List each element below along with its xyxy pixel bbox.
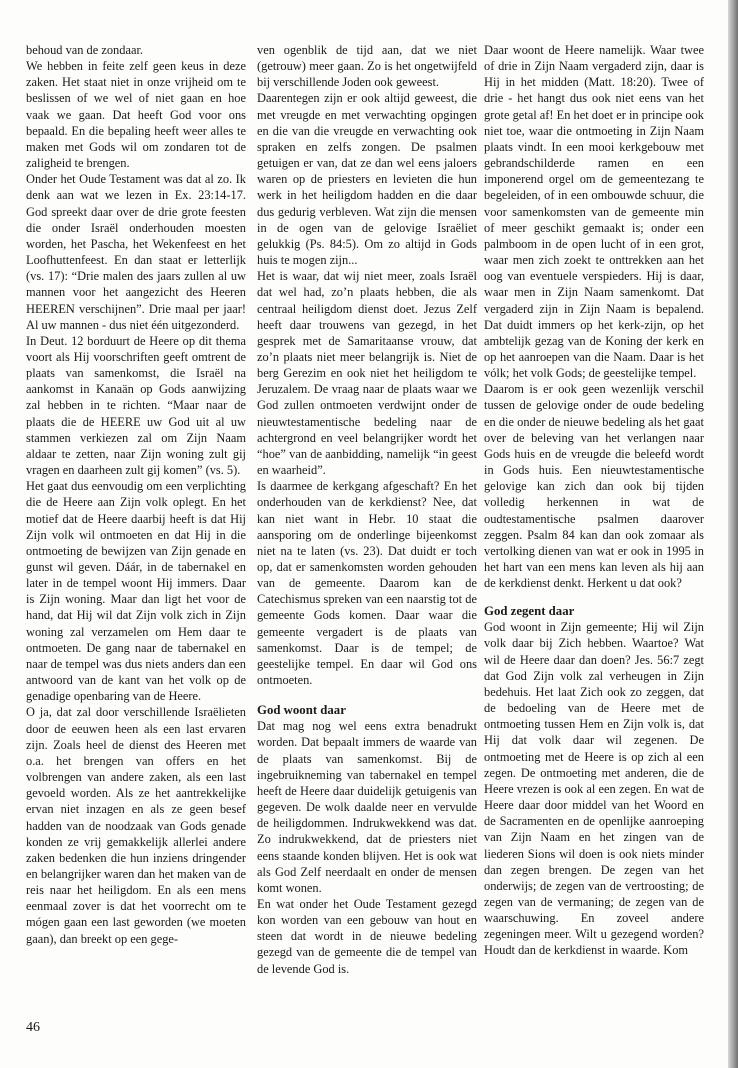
paragraph: En wat onder het Oude Testament gezegd kon worden van een gebouw van hout en steen dat wordt in de nieuwe bedeling gezegd van de gemeente die de tempel van de levende God is.: [257, 896, 477, 976]
text-column-1: [26, 42, 246, 947]
paragraph: Daarom is er ook geen wezenlijk verschil tussen de gelovige onder de oude bedeling en die onder de nieuwe bedeling als het gaat over de beleving van het verlangen naar Gods huis en de vreugde die beleefd wordt in Gods huis. Een nieuwtestamentische gelovige kan zich dan ook bij tijden volledig herkennen in wat de oudtestamentische psalmen daarover zeggen. Psalm 84 kan dan ook zomaar als vertolking dienen van wat er ook in 1995 in het hart van een mens kan leven als hij aan de kerkdienst denkt. Herkent u dat ook?: [484, 382, 704, 591]
paragraph: Is daarmee de kerkgang afgeschaft? En het onderhouden van de kerkdienst? Nee, dat kan niet want in Hebr. 10 staat die aansporing om de onderlinge bijeenkomst niet na te laten (vs. 23). Dat duidt er toch op, dat er samenkomsten worden gehouden van de gemeente. Daarom kan de Catechismus spreken van een naarstig tot de gemeente Gods komen. Daar waar die gemeente vergadert is de plaats van samenkomst. Daar is de tempel; de geestelijke tempel. En daar wil God ons ontmoeten.: [257, 479, 477, 688]
scan-edge-shadow: [728, 0, 738, 1068]
paragraph: ven ogenblik de tijd aan, dat we niet (getrouw) meer gaan. Zo is het ongetwijfeld bij verschillende Joden ook geweest.: [257, 43, 477, 90]
paragraph: Dat mag nog wel eens extra benadrukt worden. Dat bepaalt immers de waarde van de plaats van samenkomst. Bij de ingebruikneming van tabernakel en tempel heeft de Heere daar duidelijk getuigenis van gegeven. De wolk daalde neer en vervulde de heiligdommen. Indrukwekkend was dat. Zo indrukwekkend, dat de priesters niet eens staande konden blijven. Het is ook wat als God Zelf neerdaalt en onder de mensen komt wonen.: [257, 719, 477, 895]
paragraph: Onder het Oude Testament was dat al zo. Ik denk aan wat we lezen in Ex. 23:14-17. God spreekt daar over de drie grote feesten die onder Israël onderhouden moesten worden, het Pascha, het Wekenfeest en het Loofhuttenfeest. En dan staat er letterlijk (vs. 17): “Drie malen des jaars zullen al uw mannen voor het aangezicht des Heeren HEEREN verschijnen”. Drie maal per jaar! Al uw mannen - dus niet één uitgezonderd.: [26, 172, 246, 332]
paragraph: O ja, dat zal door verschillende Israëlieten door de eeuwen heen als een last ervaren zijn. Zoals heel de dienst des Heeren met o.a. het brengen van offers en het volbrengen van andere zaken, als een last gevoeld worden. Als ze het aantrekkelijke ervan niet inzagen en als ze geen besef hadden van de noodzaak van Gods genade konden ze vrij gemakkelijk allerlei andere zaken bedenken die hun inziens dringender en belangrijker waren dan het maken van de reis naar het heiligdom. En als een mens eenmaal zover is dat het voorrecht om te mógen gaan een last geworden (we moeten gaan), dan breekt op een gege-: [26, 705, 246, 946]
section-heading: God woont daar: [257, 703, 346, 718]
paragraph: Daarentegen zijn er ook altijd geweest, die met vreugde en met verwachting opgingen en die van die vreugde en verwachting ook spraken en zelfs zongen. De psalmen getuigen er van, dat ze dan wel eens jaloers waren op de priesters en levieten die hun werk in het heiligdom hadden en die daar dus gedurig verbleven. Wat zijn die mensen in de ogen van de gelovige Israëliet gelukkig (Ps. 84:5). Om zo altijd in Gods huis te mogen zijn...: [257, 91, 477, 268]
paragraph: Daar woont de Heere namelijk. Waar twee of drie in Zijn Naam vergaderd zijn, daar is Hij in het midden (Matt. 18:20). Twee of drie - het hangt dus ook niet eens van het grote getal af! En het doet er in principe ook niet toe, waar die ontmoeting in Zijn Naam plaats vindt. In een mooi kerkgebouw met gebrandschilderde ramen en een imponerend orgel om de gemeentezang te begeleiden, of in een ombouwde schuur, die voor samenkomsten van de gemeente min of meer geschikt gemaakt is; onder een palmboom in de open lucht of in een grot, waar men zich zoekt te onttrekken aan het oog van eventuele verspieders. Hij is daar, waar men in Zijn Naam samenkomt. Dat vergaderd zijn in Zijn Naam is bepalend. Dat duidt immers op het kerk-zijn, op het ambtelijk gezag van de Koning der kerk en op het aanroepen van die Naam. Daar is het vólk; het volk Gods; de geestelijke tempel.: [484, 43, 704, 381]
paragraph: In Deut. 12 borduurt de Heere op dit thema voort als Hij voorschriften geeft omtrent de plaats van samenkomst, die Israël na aankomst in Kanaän op Gods aanwijzing zal hebben in te richten. “Maar naar de plaats die de HEERE uw God uit al uw stammen verkiezen zal om Zijn Naam aldaar te zetten, naar Zijn woning zult gij vragen en daarheen zult gij komen” (vs. 5).: [26, 333, 246, 478]
paragraph: behoud van de zondaar.: [26, 43, 143, 57]
paragraph: Het gaat dus eenvoudig om een verplichting die de Heere aan Zijn volk oplegt. En het motief dat de Heere daarbij heeft is dat Hij Zijn volk wil ontmoeten en dat Hij in die ontmoeting de bewijzen van Zijn genade en gunst wil geven. Dáár, in de tabernakel en later in de tempel woont Hij immers. Daar is Zijn woning. Maar dan ligt het voor de hand, dat Hij wil dat Zijn volk zich in Zijn woning zal verzamelen om Hem daar te ontmoeten. De gang naar de tabernakel en naar de tempel was dus niets anders dan een antwoord van de kant van het volk op de genadige openbaring van de Heere.: [26, 479, 246, 704]
section-heading: God zegent daar: [484, 604, 575, 619]
paragraph: We hebben in feite zelf geen keus in deze zaken. Het staat niet in onze vrijheid om te beslissen of we wel of niet gaan en hoe vaak we gaan. Dat heeft God voor ons bepaald. En die bepaling heeft weer alles te maken met Gods wil om zondaren tot de zaligheid te brengen.: [26, 59, 246, 171]
page-number: 46: [26, 1020, 40, 1035]
paragraph: Het is waar, dat wij niet meer, zoals Israël dat wel had, zo’n plaats hebben, die als centraal heiligdom dienst doet. Jezus Zelf heeft daar trouwens van gezegd, in het gesprek met de Samaritaanse vrouw, dat zo’n plaats niet meer belangrijk is. Niet de berg Gerezim en ook niet het heiligdom te Jeruzalem. De vraag naar de plaats waar we God zullen ontmoeten verdwijnt onder de nieuwtestamentische bedeling naar de achtergrond en veel belangrijker wordt het “hoe” van de aanbidding, namelijk “in geest en waarheid”.: [257, 269, 477, 478]
text-column-2: [257, 42, 477, 977]
text-column-3: [484, 42, 704, 959]
paragraph: God woont in Zijn gemeente; Hij wil Zijn volk daar bij Zich hebben. Waartoe? Wat wil de Heere daar dan doen? Jes. 56:7 zegt dat God Zijn volk zal verheugen in Zijn bedehuis. Het laat Zich ook zo zeggen, dat de bedoeling van de Heere met de ontmoeting tussen Hem en Zijn volk is, dat Hij dat volk daar wil zegenen. De ontmoeting met de Heere is op zich al een zegen. De ontmoeting met anderen, die de Heere vrezen is ook al een zegen. En wat de Heere daar door middel van het Woord en de Sacramenten en de openlijke aanroeping van Zijn Naam en het zingen van de liederen Sions wil doen is ook niets minder dan zegen brengen. De zegen van het onderwijs; de zegen van de vertroosting; de zegen van de vermaning; de zegen van de waarschuwing. En zoveel andere zegeningen meer. Wilt u gezegend worden? Houdt dan de kerkdienst in waarde. Kom: [484, 620, 704, 958]
